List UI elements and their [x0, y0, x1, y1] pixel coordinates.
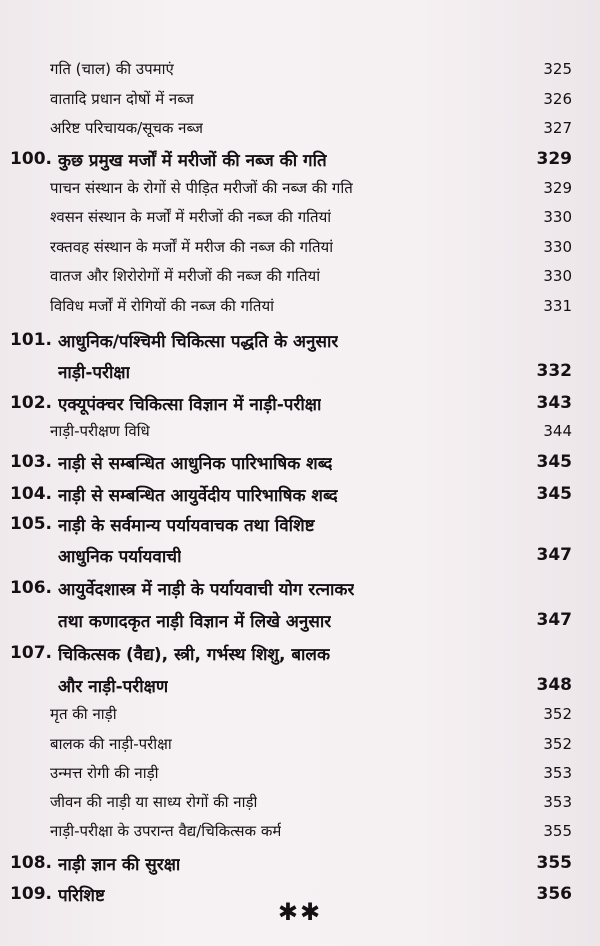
toc-subentry: [0, 173, 600, 203]
chapter-title: आयुर्वेदशास्त्र में नाड़ी के पर्यायवाची योग रत्नाकर: [58, 579, 355, 600]
chapter-title: और नाड़ी-परीक्षण: [58, 676, 169, 697]
toc-subentry: [0, 232, 600, 262]
chapter-title: एक्यूपंक्चर चिकित्सा विज्ञान में नाड़ी-परीक्षा: [58, 394, 322, 415]
subentry-title: गति (चाल) की उपमाएं: [50, 60, 174, 78]
page-number: 352: [543, 735, 572, 753]
toc-subentry: [0, 729, 600, 759]
page-number: 326: [543, 90, 572, 108]
page-number: 347: [536, 610, 572, 630]
toc-subentry: [0, 54, 600, 84]
chapter-title: परिशिष्ट: [58, 885, 105, 906]
subentry-title: श्वसन संस्थान के मर्जों में मरीजों की नब्ज की गतियां: [50, 208, 332, 226]
chapter-title: नाड़ी ज्ञान की सुरक्षा: [58, 854, 181, 875]
subentry-title: अरिष्ट परिचायक/सूचक नब्ज: [50, 119, 204, 137]
page-number: 345: [536, 484, 572, 504]
toc-subentry: [0, 699, 600, 729]
toc-entry: [0, 540, 600, 570]
subentry-title: वातादि प्रधान दोषों में नब्ज: [50, 90, 194, 108]
chapter-title: तथा कणादकृत नाड़ी विज्ञान में लिखे अनुसार: [58, 611, 332, 632]
subentry-title: रक्तवह संस्थान के मर्जों में मरीज की नब्ज की गतियां: [50, 238, 334, 256]
toc-entry: [0, 447, 600, 477]
subentry-title: नाड़ी-परीक्षा के उपरान्त वैद्य/चिकित्सक कर्म: [50, 822, 282, 840]
toc-entry: [0, 573, 600, 603]
subentry-title: जीवन की नाड़ी या साध्य रोगों की नाड़ी: [50, 793, 258, 811]
toc-entry: [0, 509, 600, 539]
chapter-title: आधुनिक पर्यायवाची: [58, 546, 182, 567]
page-number: 356: [536, 884, 572, 904]
page-number: 330: [543, 267, 572, 285]
toc-entry: [0, 605, 600, 635]
page-number: 348: [536, 675, 572, 695]
toc-subentry: [0, 758, 600, 788]
toc-subentry: [0, 416, 600, 446]
toc-entry: [0, 670, 600, 700]
page-number: 352: [543, 705, 572, 723]
chapter-number: 100.: [10, 149, 52, 169]
chapter-number: 105.: [10, 514, 52, 534]
chapter-number: 109.: [10, 884, 52, 904]
chapter-title: कुछ प्रमुख मर्जों में मरीजों की नब्ज की गति: [58, 150, 327, 171]
chapter-number: 107.: [10, 643, 52, 663]
chapter-title: आधुनिक/पश्चिमी चिकित्सा पद्धति के अनुसार: [58, 331, 339, 352]
subentry-title: वातज और शिरोरोगों में मरीजों की नब्ज की गतियां: [50, 267, 321, 285]
page-number: 347: [536, 545, 572, 565]
toc-subentry: [0, 787, 600, 817]
toc-subentry: [0, 84, 600, 114]
page-number: 329: [543, 179, 572, 197]
subentry-title: बालक की नाड़ी-परीक्षा: [50, 735, 172, 753]
subentry-title: उन्मत्त रोगी की नाड़ी: [50, 764, 159, 782]
page-number: 344: [543, 422, 572, 440]
chapter-title: चिकित्सक (वैद्य), स्त्री, गर्भस्थ शिशु, बालक: [58, 644, 331, 665]
toc-subentry: [0, 816, 600, 846]
chapter-title: नाड़ी से सम्बन्धित आधुनिक पारिभाषिक शब्द: [58, 453, 333, 474]
chapter-number: 102.: [10, 393, 52, 413]
toc-subentry: [0, 291, 600, 321]
chapter-number: 101.: [10, 330, 52, 350]
toc-entry: [0, 848, 600, 878]
toc-entry: [0, 144, 600, 174]
chapter-title: नाड़ी-परीक्षा: [58, 362, 130, 383]
chapter-number: 104.: [10, 484, 52, 504]
chapter-number: 106.: [10, 578, 52, 598]
page-number: 343: [536, 393, 572, 413]
page-number: 353: [543, 793, 572, 811]
subentry-title: पाचन संस्थान के रोगों से पीड़ित मरीजों की नब्ज की गति: [50, 179, 353, 197]
toc-entry: [0, 356, 600, 386]
toc-subentry: [0, 261, 600, 291]
subentry-title: विविध मर्जों में रोगियों की नब्ज की गतियां: [50, 297, 275, 315]
chapter-title: नाड़ी से सम्बन्धित आयुर्वेदीय पारिभाषिक शब्द: [58, 485, 338, 506]
page-number: 331: [543, 297, 572, 315]
page-number: 325: [543, 60, 572, 78]
page-number: 330: [543, 208, 572, 226]
chapter-title: नाड़ी के सर्वमान्य पर्यायवाचक तथा विशिष्ट: [58, 515, 315, 536]
page-number: 327: [543, 119, 572, 137]
page-number: 329: [536, 149, 572, 169]
toc-entry: [0, 638, 600, 668]
page-number: 355: [536, 853, 572, 873]
page-number: 330: [543, 238, 572, 256]
chapter-number: 108.: [10, 853, 52, 873]
toc-entry: [0, 388, 600, 418]
page-number: 345: [536, 452, 572, 472]
page-number: 355: [543, 822, 572, 840]
page-number: 332: [536, 361, 572, 381]
toc-entry: [0, 479, 600, 509]
toc-entry: [0, 325, 600, 355]
toc-subentry: [0, 113, 600, 143]
subentry-title: नाड़ी-परीक्षण विधि: [50, 422, 150, 440]
end-ornament: ✱✱: [277, 898, 323, 926]
chapter-number: 103.: [10, 452, 52, 472]
toc-subentry: [0, 202, 600, 232]
page-number: 353: [543, 764, 572, 782]
subentry-title: मृत की नाड़ी: [50, 705, 117, 723]
